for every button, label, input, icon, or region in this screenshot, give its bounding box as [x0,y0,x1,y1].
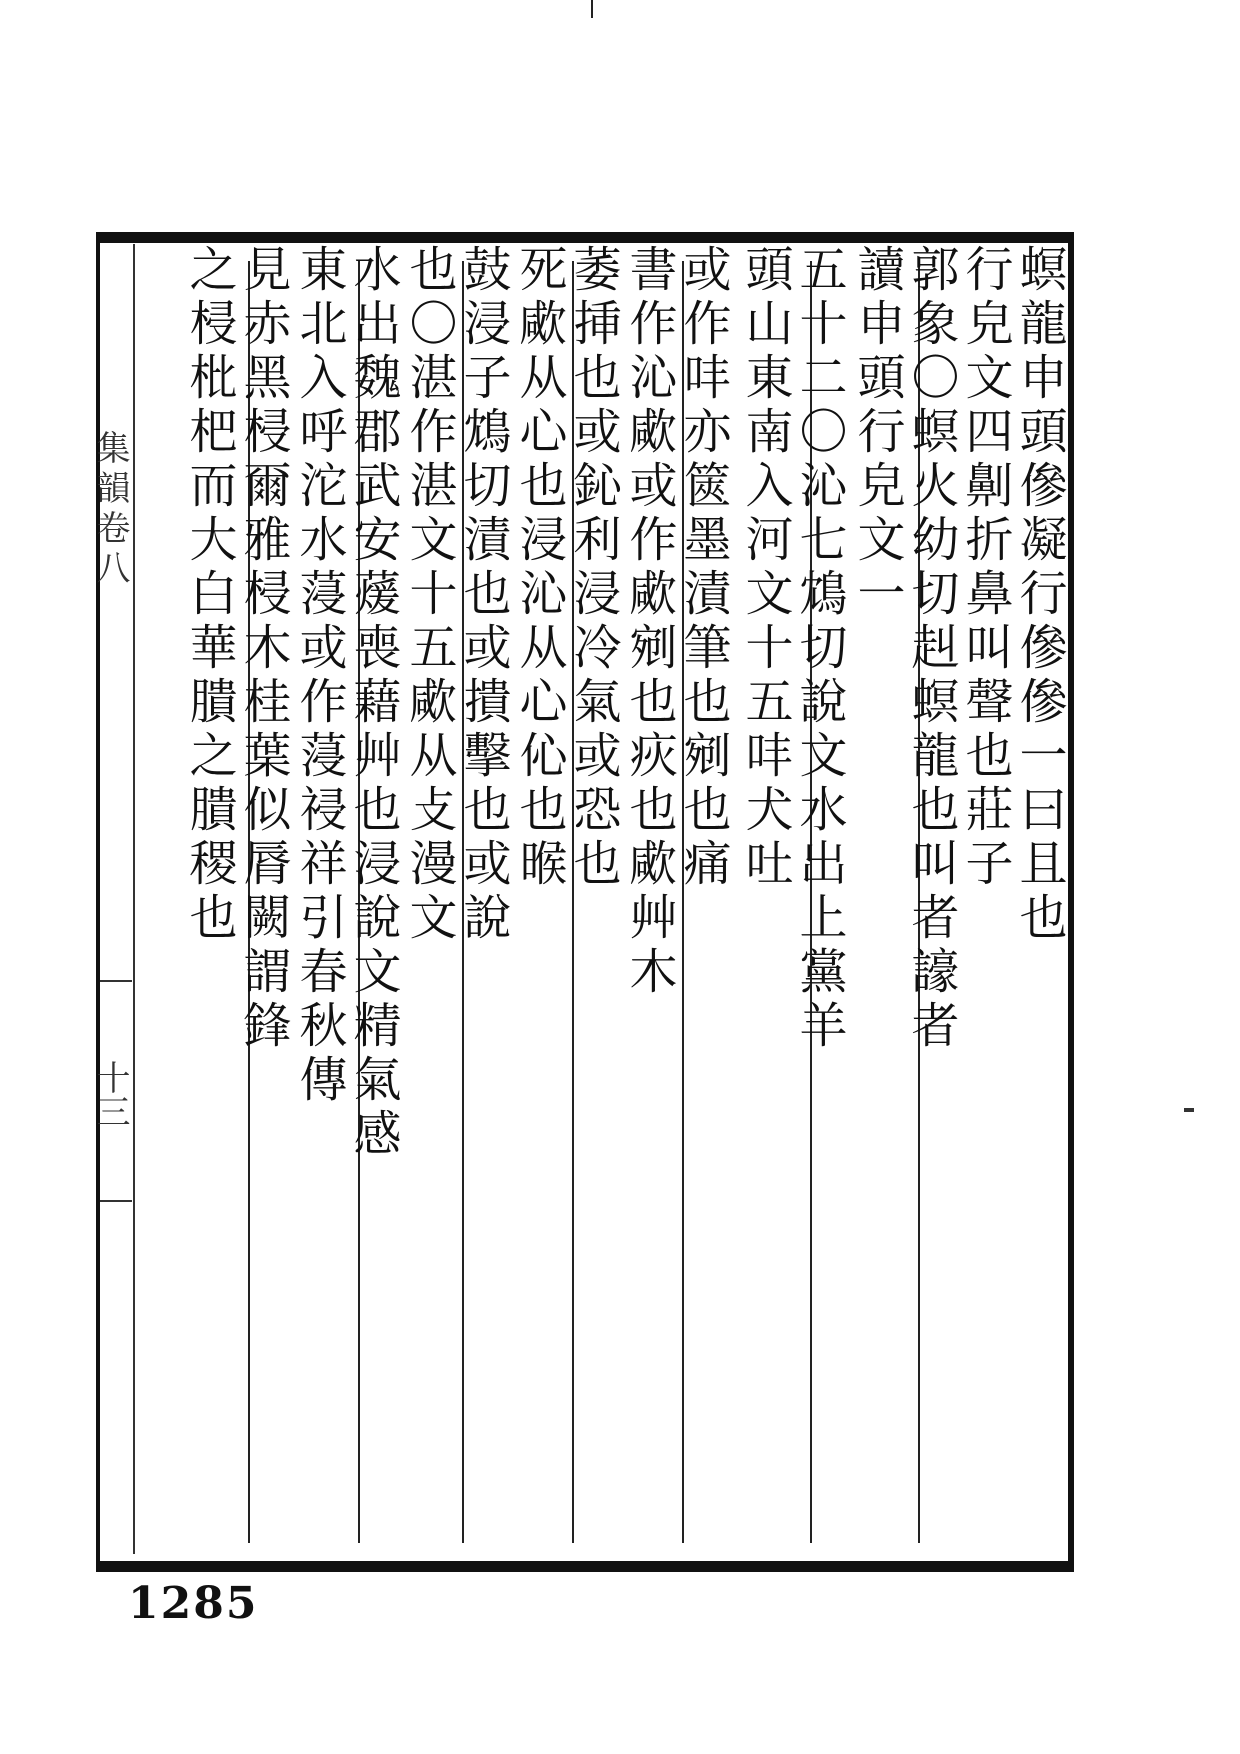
gutter-leaf-number: 十三 [90,1060,130,1128]
text-column-4: 讀申頭行皃文一 [849,244,905,622]
text-column-6: 頭山東南入河文十五㕩犬吐 [737,244,793,892]
text-column-7: 或作㕩亦篋墨漬筆也剜也痛 [675,244,731,892]
text-column-14: 東北入呼沱水蓡或作蓡祲祥引春秋傳 [291,244,347,1108]
text-column-1: 螟龍申頭傪凝行傪傪一曰且也 [1011,244,1067,946]
text-column-3: 郭象〇螟火幼切赳螟龍也叫者譹者 [903,244,959,1054]
gutter-divider [100,980,132,982]
gutter-book-title: 集韻卷八 [90,430,130,590]
gutter-divider [100,1200,132,1202]
text-column-16: 之梫枇杷而大白華膭之膭稷也 [181,244,237,946]
text-column-15: 見赤黑梫爾雅梫木桂葉似脣闕謂鋒 [235,244,291,1054]
text-column-11: 鼓浸子鴆切漬也或撌擊也或說 [455,244,511,946]
top-margin-mark [591,0,593,18]
page-number: 1285 [128,1578,259,1629]
print-speck [1184,1108,1194,1112]
text-column-2: 行皃文四劓折鼻叫聲也莊子 [957,244,1013,892]
text-column-10: 死㰹从心也浸沁从心伈也㬋 [511,244,567,892]
text-column-9: 萎挿也或鈊利浸冷氣或恐也 [565,244,621,892]
text-column-13: 水出魏郡武安蕿喪藉艸也浸說文精氣感 [345,244,401,1162]
text-column-8: 書作沁㰹或作㰹剜也疢也㰹艸木 [621,244,677,1000]
text-column-5: 五十二〇沁七鴆切說文水出上黨羊 [791,244,847,1054]
text-column-12: 也〇湛作湛文十五㰹从攴漫文 [401,244,457,946]
